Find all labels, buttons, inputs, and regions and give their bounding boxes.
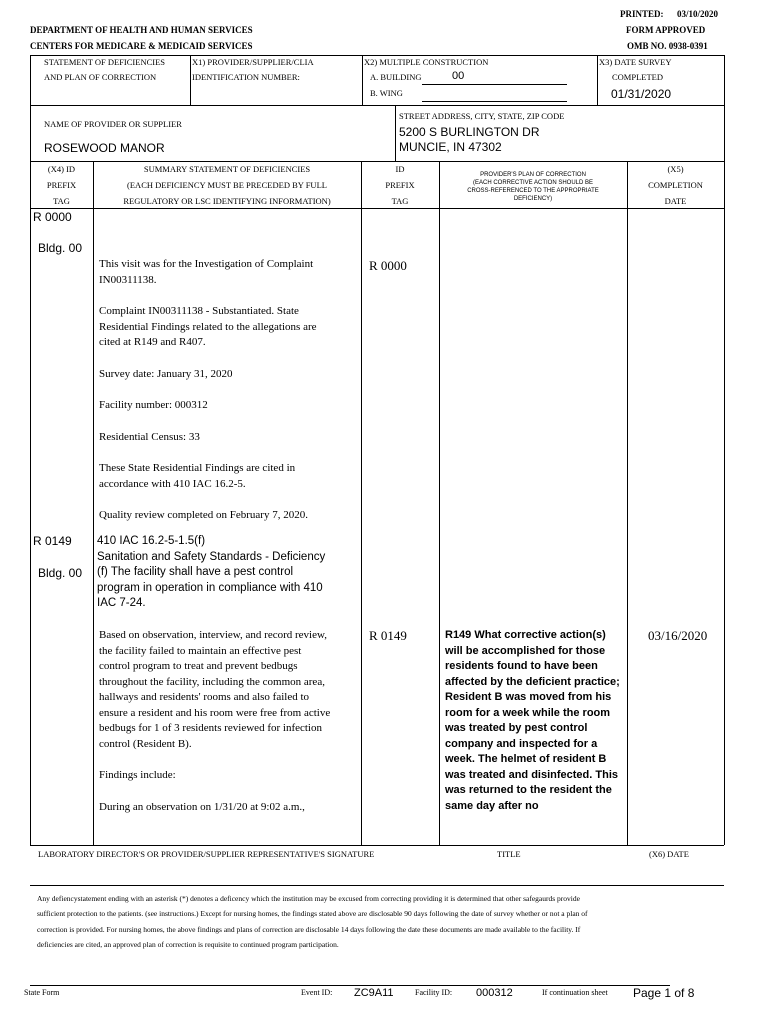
- x4-header-2: PREFIX: [46, 180, 77, 190]
- signature-title: TITLE: [497, 849, 521, 859]
- printed-date: 03/10/2020: [677, 9, 719, 19]
- summary-header-3: REGULATORY OR LSC IDENTIFYING INFORMATION): [123, 196, 331, 206]
- address-line1: 5200 S BURLINGTON DR: [399, 125, 540, 139]
- state-form-label: State Form: [24, 988, 60, 997]
- entry2-tag: R 0149: [33, 534, 72, 548]
- summary-header-2: (EACH DEFICIENCY MUST BE PRECEDED BY FULL: [127, 180, 327, 190]
- facility-id-label: Facility ID:: [415, 988, 453, 997]
- address-line2: MUNCIE, IN 47302: [399, 140, 502, 154]
- x2-label: X2) MULTIPLE CONSTRUCTION: [364, 57, 489, 67]
- entry2-regulation: 410 IAC 16.2-5-1.5(f) Sanitation and Safety Standards - Deficiency (f) The facility shall have a pest control program in operation in compliance with 410 IAC 7-24.: [97, 535, 326, 609]
- entry1-para-3: Survey date: January 31, 2020: [99, 367, 233, 380]
- entry2-completion-date: 03/16/2020: [648, 628, 708, 643]
- entry2-plan: R149 What corrective action(s) will be accomplished for those residents found to have been affected by the deficient practice; Resident B was moved from his room for a week while the room was treated by pest control company and inspected for a week. The helmet of resident B was treated and disinfected. This was returned to the resident the same day after no: [445, 629, 620, 812]
- form-approved: FORM APPROVED: [626, 25, 706, 35]
- event-id-value: ZC9A11: [354, 987, 394, 999]
- entry2-para-2: Findings include:: [99, 769, 176, 781]
- entry2-bldg: Bldg. 00: [38, 566, 83, 580]
- entry2-para-1: Based on observation, interview, and record review, the facility failed to maintain an effective pest control program to treat and prevent bedbugs throughout the facility, including the common area, hallways and residents' rooms and also failed to ensure a resident and his room were free from active bedbugs for 1 of 3 residents reviewed for infection control (Resident B).: [99, 629, 331, 750]
- facility-id-value: 000312: [476, 987, 513, 999]
- entry1-bldg: Bldg. 00: [38, 241, 83, 255]
- x4-header-1: (X4) ID: [47, 164, 76, 174]
- wing-label: B. WING: [370, 88, 403, 98]
- building-value: 00: [452, 70, 465, 82]
- x1-label: X1) PROVIDER/SUPPLIER/CLIA: [192, 57, 314, 67]
- page-number: Page 1 of 8: [633, 986, 695, 1000]
- plan-header-3: CROSS-REFERENCED TO THE APPROPRIATE: [467, 188, 599, 194]
- provider-label: NAME OF PROVIDER OR SUPPLIER: [44, 119, 182, 129]
- continuation-label: If continuation sheet: [542, 988, 608, 997]
- entry1-para-4: Facility number: 000312: [99, 399, 208, 411]
- entry1-text: [99, 257, 327, 540]
- plan-header-4: DEFICIENCY): [513, 196, 553, 202]
- event-id-label: Event ID:: [301, 988, 333, 997]
- signature-label: LABORATORY DIRECTOR'S OR PROVIDER/SUPPLIER REPRESENTATIVE'S SIGNATURE: [38, 849, 375, 859]
- x5-header-2: COMPLETION: [648, 180, 703, 190]
- id-header-1: ID: [395, 164, 405, 174]
- signature-date: (X6) DATE: [649, 849, 689, 859]
- entry1-para-7: Quality review completed on February 7, 2020.: [99, 509, 308, 521]
- entry2-text: [99, 628, 331, 831]
- plan-header-1: PROVIDER'S PLAN OF CORRECTION: [480, 172, 586, 178]
- x5-header-1: (X5): [667, 164, 684, 174]
- entry1-para-6: These State Residential Findings are cited in accordance with 410 IAC 16.2-5.: [99, 462, 296, 490]
- summary-header-1: SUMMARY STATEMENT OF DEFICIENCIES: [143, 164, 311, 174]
- id-header-2: PREFIX: [385, 180, 415, 190]
- survey-date: 01/31/2020: [611, 87, 672, 101]
- printed-label: PRINTED:: [620, 9, 664, 19]
- id-header-3: TAG: [391, 196, 409, 206]
- centers-title: CENTERS FOR MEDICARE & MEDICAID SERVICES: [30, 41, 253, 51]
- omb-number: OMB NO. 0938-0391: [627, 41, 708, 51]
- x4-header-3: TAG: [53, 196, 70, 206]
- x3-label: X3) DATE SURVEY: [599, 57, 672, 67]
- entry2-para-3: During an observation on 1/31/20 at 9:02 a.m.,: [99, 800, 305, 813]
- address-label: STREET ADDRESS, CITY, STATE, ZIP CODE: [399, 111, 565, 121]
- entry1-para-1: This visit was for the Investigation of Complaint IN00311138.: [99, 258, 314, 286]
- entry1-para-2: Complaint IN00311138 - Substantiated. State Residential Findings related to the allegations are cited at R149 and R407.: [99, 305, 317, 348]
- plan-header-2: (EACH CORRECTIVE ACTION SHOULD BE: [472, 180, 594, 186]
- entry1-tag: R 0000: [33, 210, 72, 224]
- statement-line1: STATEMENT OF DEFICIENCIES: [44, 57, 166, 67]
- x5-header-3: DATE: [664, 196, 687, 206]
- x1-id-label: IDENTIFICATION NUMBER:: [192, 72, 300, 82]
- disclaimer: Any defiencystatement ending with an asterisk (*) denotes a deficency which the institution may be excused from correcting providing it is determined that other safegaurds provide sufficient protection to the patients. (see instructions.) Except for nursing homes, the findings stated above are disclosable 90 days following the date of survey whether or not a plan of correction is provided. For nursing homes, the above findings and plans of correction are disclosable 14 days following the date these documents are made available to the facility. If deficiencies are cited, an approved plan of correction is requisite to continued program participation.: [37, 894, 588, 949]
- x3-completed-label: COMPLETED: [612, 72, 663, 82]
- statement-line2: AND PLAN OF CORRECTION: [44, 72, 157, 82]
- entry1-id-tag: R 0000: [369, 258, 407, 273]
- provider-name: ROSEWOOD MANOR: [44, 141, 165, 155]
- building-label: A. BUILDING: [370, 72, 422, 82]
- entry1-para-5: Residential Census: 33: [99, 430, 200, 443]
- entry2-id-tag: R 0149: [369, 628, 407, 643]
- department-title: DEPARTMENT OF HEALTH AND HUMAN SERVICES: [30, 25, 253, 35]
